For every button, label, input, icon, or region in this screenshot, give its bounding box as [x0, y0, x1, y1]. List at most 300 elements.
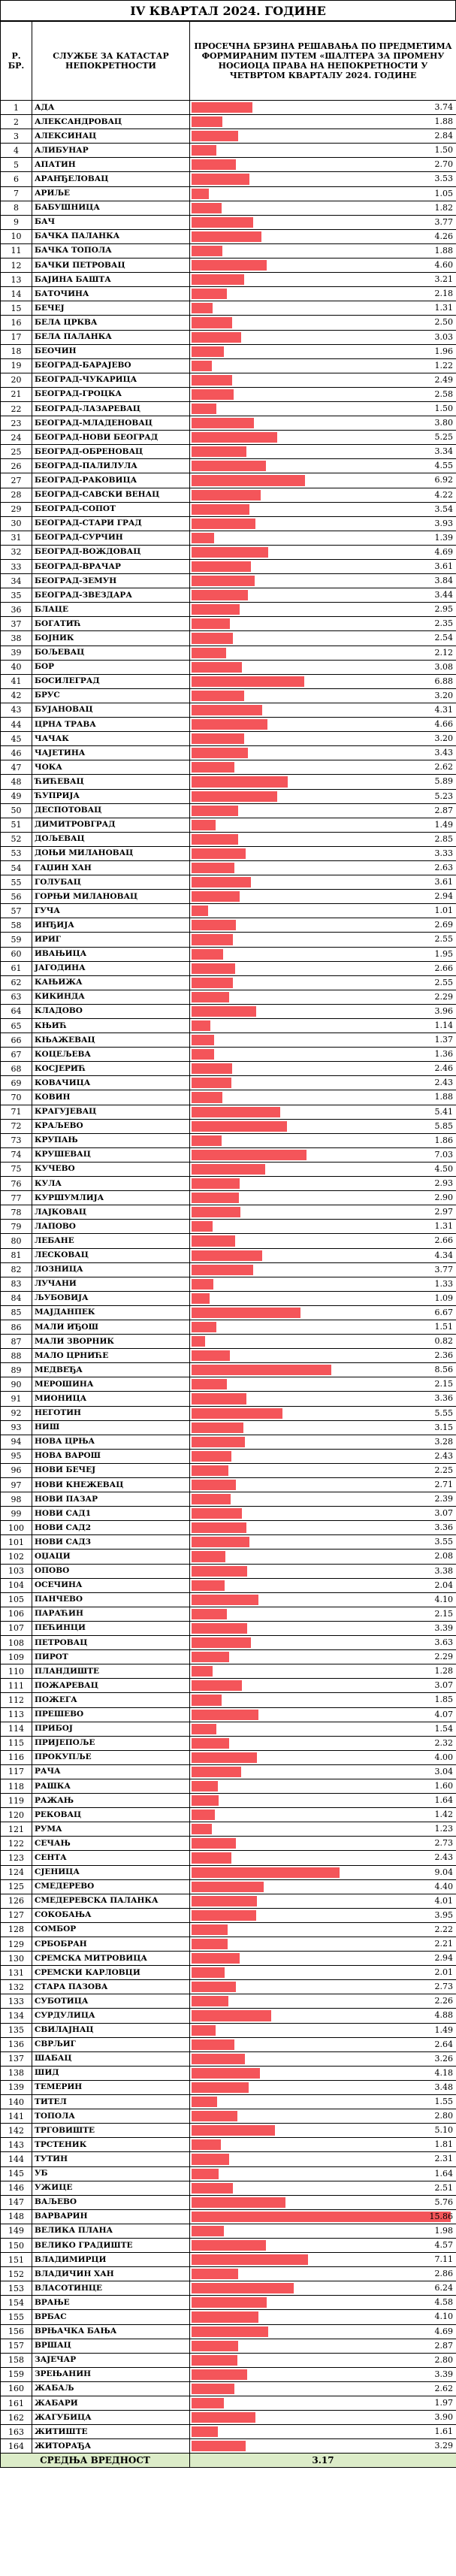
row-number: 75: [1, 1162, 32, 1176]
service-name: ГАЏИН ХАН: [32, 860, 190, 875]
service-name: ВЕЛИКА ПЛАНА: [32, 2224, 190, 2238]
average-speed-cell: [190, 144, 456, 158]
row-number: 16: [1, 316, 32, 330]
average-speed-value: 1.50: [434, 403, 453, 413]
average-speed-value: 4.18: [434, 2067, 453, 2078]
table-row: [1, 2138, 456, 2152]
service-name: БЕОГРАД-РАКОВИЦА: [32, 473, 190, 488]
average-speed-cell: [190, 1980, 456, 1994]
row-number: 98: [1, 1492, 32, 1507]
average-speed-cell: [190, 803, 456, 818]
row-number: 62: [1, 975, 32, 990]
table-row: [1, 1320, 456, 1334]
service-name: ЖИТИШТЕ: [32, 2425, 190, 2439]
table-row: [1, 1090, 456, 1105]
service-name: СУБОТИЦА: [32, 1994, 190, 2009]
service-name: ВЛАДИМИРЦИ: [32, 2253, 190, 2267]
average-speed-value: 1.97: [434, 2398, 453, 2408]
table-row: [1, 2124, 456, 2138]
row-number: 135: [1, 2023, 32, 2037]
average-speed-value: 2.36: [434, 1350, 453, 1361]
table-row: [1, 1147, 456, 1162]
row-number: 144: [1, 2152, 32, 2166]
average-speed-cell: [190, 330, 456, 344]
average-speed-cell: [190, 1004, 456, 1018]
average-speed-cell: [190, 2224, 456, 2238]
service-name: ВЛАСОТИНЦЕ: [32, 2281, 190, 2296]
average-speed-value: 4.58: [434, 2297, 453, 2308]
average-speed-value: 3.48: [434, 2082, 453, 2092]
average-speed-value: 2.69: [434, 920, 453, 930]
table-row: [1, 1191, 456, 1205]
row-number: 124: [1, 1865, 32, 1879]
row-number: 21: [1, 387, 32, 401]
row-number: 55: [1, 875, 32, 890]
average-speed-value: 5.55: [434, 1407, 453, 1418]
average-speed-value: 4.50: [434, 1163, 453, 1174]
average-speed-cell: [190, 2023, 456, 2037]
service-name: ТУТИН: [32, 2152, 190, 2166]
table-row: [1, 1693, 456, 1707]
table-row: [1, 459, 456, 473]
average-speed-cell: [190, 890, 456, 904]
row-number: 74: [1, 1147, 32, 1162]
average-speed-cell: [190, 445, 456, 459]
service-name: СРБОБРАН: [32, 1937, 190, 1952]
row-number: 110: [1, 1664, 32, 1679]
row-number: 8: [1, 201, 32, 215]
average-speed-value: 3.34: [434, 446, 453, 457]
table-row: [1, 502, 456, 516]
table-row: [1, 1220, 456, 1234]
average-speed-cell: [190, 904, 456, 918]
service-name: ДИМИТРОВГРАД: [32, 818, 190, 832]
table-row: [1, 1420, 456, 1435]
average-speed-cell: [190, 1966, 456, 1980]
row-number: 139: [1, 2080, 32, 2094]
header-service: СЛУЖБЕ ЗА КАТАСТАР НЕПОКРЕТНОСТИ: [32, 22, 190, 101]
row-number: 35: [1, 588, 32, 603]
header-row-number: Р. БР.: [1, 22, 32, 101]
average-speed-cell: [190, 344, 456, 358]
service-name: СМЕДЕРЕВО: [32, 1879, 190, 1894]
service-name: КРАЉЕВО: [32, 1119, 190, 1133]
table-row: [1, 1794, 456, 1808]
average-speed-cell: [190, 2009, 456, 2023]
service-name: ЛОЗНИЦА: [32, 1262, 190, 1277]
service-name: ВРЊАЧКА БАЊА: [32, 2324, 190, 2339]
table-row: [1, 516, 456, 531]
average-speed-cell: [190, 488, 456, 502]
table-row: [1, 144, 456, 158]
table-row: [1, 603, 456, 617]
row-number: 93: [1, 1420, 32, 1435]
table-row: [1, 215, 456, 229]
row-number: 111: [1, 1679, 32, 1693]
service-name: БОР: [32, 660, 190, 674]
service-name: ВЕЛИКО ГРАДИШТЕ: [32, 2238, 190, 2252]
average-speed-value: 2.26: [434, 1996, 453, 2006]
row-number: 142: [1, 2124, 32, 2138]
average-speed-value: 1.55: [434, 2097, 453, 2107]
average-speed-value: 3.29: [434, 2441, 453, 2451]
row-number: 38: [1, 631, 32, 646]
table-row: [1, 186, 456, 201]
row-number: 99: [1, 1507, 32, 1521]
row-number: 158: [1, 2353, 32, 2367]
service-name: ВРШАЦ: [32, 2339, 190, 2353]
table-row: [1, 2367, 456, 2381]
row-number: 115: [1, 1736, 32, 1750]
table-row: [1, 488, 456, 502]
table-row: [1, 201, 456, 215]
table-row: [1, 660, 456, 674]
average-speed-cell: [190, 1693, 456, 1707]
average-speed-value: 3.61: [434, 561, 453, 571]
table-row: [1, 1764, 456, 1779]
row-number: 45: [1, 732, 32, 746]
average-speed-value: 1.86: [434, 1135, 453, 1145]
row-number: 136: [1, 2037, 32, 2051]
row-number: 120: [1, 1808, 32, 1822]
table-row: [1, 1478, 456, 1492]
average-speed-value: 2.15: [434, 1608, 453, 1619]
average-speed-cell: [190, 674, 456, 688]
table-row: [1, 531, 456, 545]
service-name: МЕДВЕЂА: [32, 1363, 190, 1377]
service-name: ВЛАДИЧИН ХАН: [32, 2267, 190, 2281]
average-speed-value: 3.08: [434, 661, 453, 672]
average-speed-value: 3.77: [434, 216, 453, 227]
average-speed-value: 2.84: [434, 131, 453, 141]
service-name: РАЖАЊ: [32, 1794, 190, 1808]
table-row: [1, 631, 456, 646]
service-name: ЛАПОВО: [32, 1220, 190, 1234]
table-row: [1, 2037, 456, 2051]
table-row: [1, 1507, 456, 1521]
average-speed-value: 2.62: [434, 2383, 453, 2393]
table-header-row: [1, 22, 456, 101]
service-name: ПРОКУПЉЕ: [32, 1750, 190, 1764]
table-row: [1, 718, 456, 732]
average-speed-cell: [190, 316, 456, 330]
average-speed-value: 3.07: [434, 1680, 453, 1691]
service-name: НОВИ САД2: [32, 1521, 190, 1535]
table-row: [1, 2353, 456, 2367]
row-number: 154: [1, 2296, 32, 2310]
table-row: [1, 818, 456, 832]
service-name: ШАБАЦ: [32, 2051, 190, 2066]
table-row: [1, 1377, 456, 1392]
service-name: НЕГОТИН: [32, 1406, 190, 1420]
average-speed-cell: [190, 2152, 456, 2166]
service-name: ПЕТРОВАЦ: [32, 1636, 190, 1650]
average-speed-value: 2.04: [434, 1580, 453, 1590]
service-name: ТРСТЕНИК: [32, 2138, 190, 2152]
average-speed-cell: [190, 531, 456, 545]
average-speed-cell: [190, 273, 456, 287]
average-speed-value: 3.20: [434, 690, 453, 700]
row-number: 53: [1, 846, 32, 860]
service-name: СРЕМСКА МИТРОВИЦА: [32, 1952, 190, 1966]
table-row: [1, 287, 456, 301]
row-number: 18: [1, 344, 32, 358]
table-row: [1, 860, 456, 875]
average-speed-cell: [190, 789, 456, 803]
row-number: 131: [1, 1966, 32, 1980]
average-speed-cell: [190, 1521, 456, 1535]
table-row: [1, 1133, 456, 1147]
service-name: БЕОГРАД-САВСКИ ВЕНАЦ: [32, 488, 190, 502]
row-number: 33: [1, 560, 32, 574]
average-speed-cell: [190, 1550, 456, 1564]
service-name: ЗАЈЕЧАР: [32, 2353, 190, 2367]
row-number: 20: [1, 373, 32, 387]
row-number: 17: [1, 330, 32, 344]
row-number: 78: [1, 1205, 32, 1220]
average-speed-value: 2.73: [434, 1838, 453, 1849]
table-row: [1, 316, 456, 330]
table-row: [1, 2267, 456, 2281]
row-number: 114: [1, 1722, 32, 1736]
row-number: 109: [1, 1650, 32, 1664]
row-number: 157: [1, 2339, 32, 2353]
average-speed-value: 9.04: [434, 1867, 453, 1877]
average-speed-cell: [190, 875, 456, 890]
summary-value: 3.17: [190, 2454, 456, 2468]
table-row: [1, 1435, 456, 1449]
service-name: ЖАБАЉ: [32, 2381, 190, 2396]
row-number: 100: [1, 1521, 32, 1535]
average-speed-cell: [190, 975, 456, 990]
average-speed-cell: [190, 1478, 456, 1492]
service-name: ПАРАЋИН: [32, 1607, 190, 1621]
average-speed-cell: [190, 1507, 456, 1521]
average-speed-cell: [190, 688, 456, 703]
row-number: 105: [1, 1592, 32, 1607]
average-speed-cell: [190, 1406, 456, 1420]
table-row: [1, 129, 456, 144]
average-speed-cell: [190, 631, 456, 646]
service-name: СЈЕНИЦА: [32, 1865, 190, 1879]
table-row: [1, 301, 456, 316]
average-speed-cell: [190, 1922, 456, 1937]
average-speed-cell: [190, 1248, 456, 1262]
service-name: БАЈИНА БАШТА: [32, 273, 190, 287]
table-row: [1, 2439, 456, 2454]
service-name: БАЧ: [32, 215, 190, 229]
table-row: [1, 1463, 456, 1477]
average-speed-cell: [190, 2209, 456, 2224]
row-number: 141: [1, 2109, 32, 2124]
row-number: 37: [1, 617, 32, 631]
average-speed-value: 1.31: [434, 1221, 453, 1232]
row-number: 81: [1, 1248, 32, 1262]
service-name: ЖАБАРИ: [32, 2396, 190, 2411]
table-row: [1, 1449, 456, 1463]
service-name: БЕОГРАД-ЗВЕЗДАРА: [32, 588, 190, 603]
table-row: [1, 2425, 456, 2439]
average-speed-cell: [190, 2051, 456, 2066]
table-row: [1, 1865, 456, 1879]
row-number: 108: [1, 1636, 32, 1650]
row-number: 118: [1, 1779, 32, 1793]
service-name: НОВИ КНЕЖЕВАЦ: [32, 1478, 190, 1492]
average-speed-cell: [190, 516, 456, 531]
row-number: 69: [1, 1076, 32, 1090]
table-row: [1, 431, 456, 445]
service-name: МИОНИЦА: [32, 1392, 190, 1406]
average-speed-cell: [190, 2238, 456, 2252]
average-speed-value: 5.10: [434, 2125, 453, 2136]
row-number: 13: [1, 273, 32, 287]
average-speed-value: 4.10: [434, 2311, 453, 2322]
table-row: [1, 1779, 456, 1793]
row-number: 91: [1, 1392, 32, 1406]
service-name: БЕОГРАД-ВОЖДОВАЦ: [32, 545, 190, 559]
table-row: [1, 115, 456, 129]
service-name: УЖИЦЕ: [32, 2181, 190, 2195]
service-name: ВАРВАРИН: [32, 2209, 190, 2224]
average-speed-value: 2.80: [434, 2354, 453, 2365]
table-row: [1, 2209, 456, 2224]
table-row: [1, 1750, 456, 1764]
service-name: БУЈАНОВАЦ: [32, 703, 190, 717]
average-speed-value: 1.88: [434, 116, 453, 127]
table-row: [1, 2253, 456, 2267]
average-speed-value: 2.21: [434, 1939, 453, 1949]
service-name: ТОПОЛА: [32, 2109, 190, 2124]
row-number: 42: [1, 688, 32, 703]
average-speed-value: 4.31: [434, 704, 453, 715]
row-number: 7: [1, 186, 32, 201]
service-name: БАТОЧИНА: [32, 287, 190, 301]
table-row: [1, 1349, 456, 1363]
table-row: [1, 387, 456, 401]
row-number: 133: [1, 1994, 32, 2009]
service-name: ПИРОТ: [32, 1650, 190, 1664]
average-speed-cell: [190, 1937, 456, 1952]
service-name: ПАНЧЕВО: [32, 1592, 190, 1607]
average-speed-cell: [190, 1147, 456, 1162]
row-number: 107: [1, 1621, 32, 1635]
service-name: ЗРЕЊАНИН: [32, 2367, 190, 2381]
average-speed-cell: [190, 1851, 456, 1865]
average-speed-value: 3.07: [434, 1508, 453, 1519]
average-speed-cell: [190, 401, 456, 416]
average-speed-value: 4.69: [434, 2326, 453, 2336]
table-row: [1, 2166, 456, 2181]
table-row: [1, 158, 456, 172]
average-speed-cell: [190, 1679, 456, 1693]
average-speed-value: 2.46: [434, 1063, 453, 1074]
average-speed-value: 1.60: [434, 1780, 453, 1791]
service-name: РЕКОВАЦ: [32, 1808, 190, 1822]
row-number: 65: [1, 1019, 32, 1033]
table-row: [1, 1004, 456, 1018]
average-speed-value: 5.25: [434, 432, 453, 443]
average-speed-cell: [190, 1420, 456, 1435]
row-number: 112: [1, 1693, 32, 1707]
table-row: [1, 2009, 456, 2023]
average-speed-value: 1.95: [434, 948, 453, 959]
service-name: ЛУЧАНИ: [32, 1277, 190, 1291]
row-number: 94: [1, 1435, 32, 1449]
service-name: АЛЕКСАНДРОВАЦ: [32, 115, 190, 129]
table-row: [1, 1822, 456, 1837]
service-name: КАЊИЖА: [32, 975, 190, 990]
report-title: IV КВАРТАЛ 2024. ГОДИНЕ: [0, 0, 456, 21]
table-row: [1, 1248, 456, 1262]
average-speed-value: 5.41: [434, 1106, 453, 1117]
average-speed-value: 1.36: [434, 1049, 453, 1060]
table-row: [1, 2181, 456, 2195]
summary-label: СРЕДЊА ВРЕДНОСТ: [1, 2454, 190, 2468]
row-number: 102: [1, 1550, 32, 1564]
service-name: ЋУПРИЈА: [32, 789, 190, 803]
service-name: ЧАЈЕТИНА: [32, 746, 190, 760]
table-row: [1, 1076, 456, 1090]
average-speed-value: 3.96: [434, 1005, 453, 1016]
row-number: 84: [1, 1291, 32, 1305]
row-number: 140: [1, 2095, 32, 2109]
table-row: [1, 1592, 456, 1607]
average-speed-value: 2.25: [434, 1465, 453, 1475]
service-name: БЕОГРАД-ЗЕМУН: [32, 574, 190, 588]
table-body: [1, 101, 456, 2468]
table-row: [1, 1205, 456, 1220]
average-speed-cell: [190, 1463, 456, 1477]
table-row: [1, 1736, 456, 1750]
service-name: ШИД: [32, 2066, 190, 2080]
service-name: ГУЧА: [32, 904, 190, 918]
table-row: [1, 890, 456, 904]
service-name: ЛЕБАНЕ: [32, 1234, 190, 1248]
row-number: 82: [1, 1262, 32, 1277]
row-number: 117: [1, 1764, 32, 1779]
average-speed-value: 1.49: [434, 819, 453, 830]
average-speed-value: 2.18: [434, 289, 453, 299]
service-name: ОСЕЧИНА: [32, 1578, 190, 1592]
row-number: 47: [1, 760, 32, 775]
service-name: ВАЉЕВО: [32, 2195, 190, 2209]
table-row: [1, 560, 456, 574]
service-name: КРАГУЈЕВАЦ: [32, 1105, 190, 1119]
row-number: 32: [1, 545, 32, 559]
table-row: [1, 846, 456, 860]
service-name: СОКОБАЊА: [32, 1908, 190, 1922]
row-number: 9: [1, 215, 32, 229]
table-row: [1, 2238, 456, 2252]
row-number: 63: [1, 990, 32, 1004]
row-number: 87: [1, 1335, 32, 1349]
average-speed-value: 3.55: [434, 1537, 453, 1547]
average-speed-value: 6.92: [434, 475, 453, 485]
average-speed-value: 3.03: [434, 331, 453, 342]
row-number: 31: [1, 531, 32, 545]
average-speed-cell: [190, 860, 456, 875]
service-name: ОПОВО: [32, 1564, 190, 1578]
service-name: КУЛА: [32, 1177, 190, 1191]
service-name: ПРЕШЕВО: [32, 1707, 190, 1722]
average-speed-cell: [190, 1621, 456, 1635]
service-name: БЛАЦЕ: [32, 603, 190, 617]
row-number: 77: [1, 1191, 32, 1205]
table-row: [1, 1664, 456, 1679]
average-speed-cell: [190, 1636, 456, 1650]
table-row: [1, 1937, 456, 1952]
table-row: [1, 1492, 456, 1507]
